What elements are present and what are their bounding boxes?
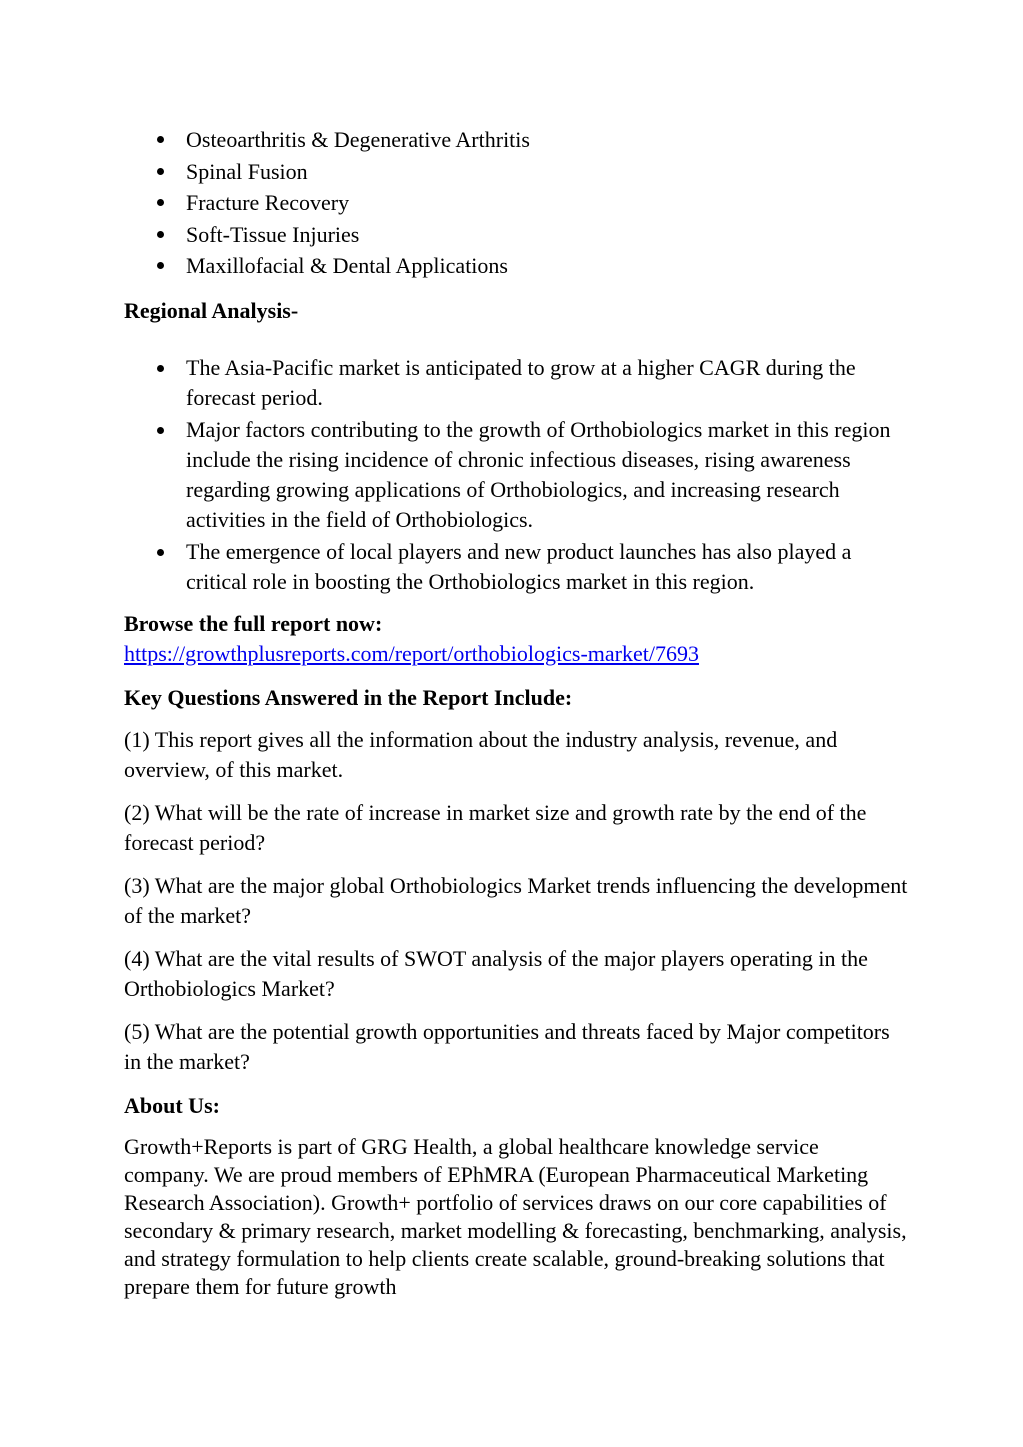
regional-points-list [124, 353, 909, 597]
list-item: Osteoarthritis & Degenerative Arthritis [124, 124, 909, 156]
list-item: Fracture Recovery [124, 187, 909, 219]
question-item: (2) What will be the rate of increase in market size and growth rate by the end of the forecast period? [124, 799, 867, 855]
bullet-icon [157, 199, 164, 206]
question-item: (4) What are the vital results of SWOT analysis of the major players operating in the Orthobiologics Market? [124, 945, 868, 1001]
regional-analysis-heading: Regional Analysis- [124, 297, 299, 323]
list-item: Spinal Fusion [124, 156, 909, 188]
about-us-text: Growth+Reports is part of GRG Health, a global healthcare knowledge service company. We are proud members of EPhMRA (European Pharmaceutical Marketing Research Association). Growth+ portfolio of services draws on our core capabilities of secondary & primary research, market modelling & forecasting, benchmarking, analysis, and strategy formulation to help clients create scalable, ground-breaking solutions that prepare them for future growth [124, 1133, 907, 1299]
list-item: Maxillofacial & Dental Applications [124, 250, 909, 282]
list-item: Soft-Tissue Injuries [124, 219, 909, 251]
bullet-icon [157, 231, 164, 238]
bullet-icon [157, 365, 164, 372]
document-page [124, 124, 909, 1301]
list-item: The emergence of local players and new product launches has also played a critical role in boosting the Orthobiologics market in this region. [124, 537, 909, 597]
question-item: (1) This report gives all the information about the industry analysis, revenue, and overview, of this market. [124, 726, 838, 782]
conditions-list [124, 124, 909, 282]
key-questions-heading: Key Questions Answered in the Report Include: [124, 684, 573, 710]
list-item: The Asia-Pacific market is anticipated to grow at a higher CAGR during the forecast period. [124, 353, 909, 413]
bullet-icon [157, 262, 164, 269]
bullet-icon [157, 549, 164, 556]
bullet-icon [157, 136, 164, 143]
about-us-heading: About Us: [124, 1092, 220, 1118]
bullet-icon [157, 168, 164, 175]
question-item: (3) What are the major global Orthobiologics Market trends influencing the development of the market? [124, 872, 908, 928]
report-link[interactable]: https://growthplusreports.com/report/orthobiologics-market/7693 [124, 640, 699, 666]
bullet-icon [157, 427, 164, 434]
question-item: (5) What are the potential growth opportunities and threats faced by Major competitors in the market? [124, 1018, 890, 1074]
browse-report-heading: Browse the full report now: [124, 610, 383, 636]
list-item: Major factors contributing to the growth of Orthobiologics market in this region include the rising incidence of chronic infectious diseases, rising awareness regarding growing applications of Orthobiologics, and increasing research activities in the field of Orthobiologics. [124, 415, 909, 535]
